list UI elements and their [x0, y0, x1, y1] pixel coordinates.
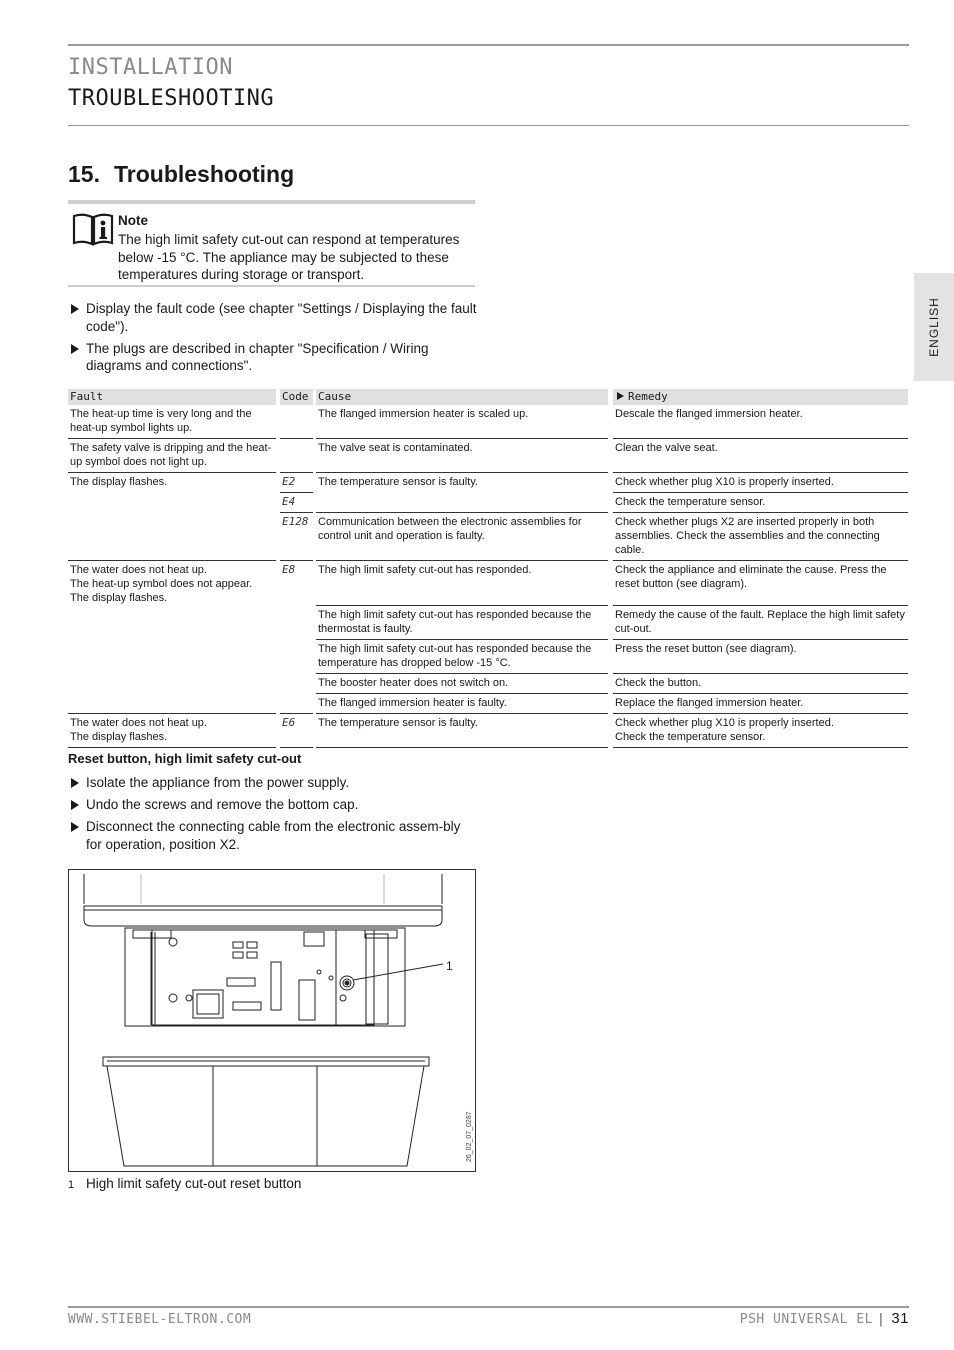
note-text: The high limit safety cut-out can respond at temperatures below -15 °C. The appliance may be subjected to these temperatures during storage or transport. [118, 232, 460, 282]
product-name: PSH UNIVERSAL EL [739, 1312, 873, 1327]
chapter-title: Troubleshooting [114, 161, 295, 187]
footer-separator: | [876, 1312, 886, 1327]
col-header-code: Code [280, 389, 313, 405]
callout-1: 1 [446, 959, 453, 973]
reset-button-figure [68, 869, 476, 1172]
table-row: E128 Communication between the electronic assemblies for control unit and operation is faulty. Check whether plugs X2 are inserted properly in both assemblies. Check the assemblies and the connecting cable. [68, 513, 908, 561]
figure-caption [68, 1176, 301, 1191]
footer-rule [68, 1306, 909, 1308]
table-row: The flanged immersion heater is faulty. Replace the flanged immersion heater. [68, 694, 908, 714]
col-header-cause: Cause [316, 389, 608, 405]
table-row: The high limit safety cut-out has responded because the thermostat is faulty. Remedy the cause of the fault. Replace the high limit safety cut-out. [68, 606, 908, 640]
footer-product [740, 1310, 909, 1327]
table-row: The heat-up time is very long and the heat-up symbol lights up. The flanged immersion heater is scaled up. Descale the flanged immersion heater. [68, 405, 908, 439]
table-row: The display flashes. E2 The temperature sensor is faulty. Check whether plug X10 is properly inserted. [68, 473, 908, 493]
chapter-heading [68, 161, 294, 188]
step-item: Disconnect the connecting cable from the electronic assem-bly for operation, position X2. [68, 818, 478, 853]
table-header-row [68, 389, 908, 405]
table-row: The booster heater does not switch on. Check the button. [68, 674, 908, 694]
col-header-remedy: Remedy [613, 389, 908, 405]
drawing-id: 26_02_07_0287 [466, 1111, 473, 1162]
reset-steps [68, 774, 478, 858]
footer-website: WWW.STIEBEL-ELTRON.COM [68, 1312, 252, 1327]
step-item: The plugs are described in chapter "Specification / Wiring diagrams and connections". [68, 340, 478, 375]
intro-steps [68, 300, 478, 379]
info-book-icon [72, 212, 114, 246]
table-row: The water does not heat up. The display flashes. E6 The temperature sensor is faulty. Check whether plug X10 is properly inserted. Check the temperature sensor. [68, 714, 908, 748]
language-tab-label: ENGLISH [927, 297, 941, 357]
caption-text: High limit safety cut-out reset button [86, 1176, 302, 1191]
header-section: INSTALLATION [68, 55, 233, 80]
table-row: The water does not heat up. The heat-up symbol does not appear. The display flashes. E8 The high limit safety cut-out has responded. Check the appliance and eliminate the cause. Press the reset button (see diagram). [68, 561, 908, 606]
reset-section-title: Reset button, high limit safety cut-out [68, 751, 302, 766]
header-title: TROUBLESHOOTING [68, 86, 275, 111]
header-top-rule [68, 44, 909, 46]
step-item: Undo the screws and remove the bottom cap. [68, 796, 478, 814]
table-row: E4 Check the temperature sensor. [68, 493, 908, 513]
step-item: Isolate the appliance from the power supply. [68, 774, 478, 792]
table-row: The safety valve is dripping and the heat-up symbol does not light up. The valve seat is contaminated. Clean the valve seat. [68, 439, 908, 473]
caption-number: 1 [68, 1179, 75, 1191]
arrow-icon [617, 392, 624, 400]
chapter-number: 15. [68, 161, 100, 187]
troubleshooting-table [68, 389, 908, 748]
header-bottom-rule [68, 125, 909, 126]
step-item: Display the fault code (see chapter "Settings / Displaying the fault code"). [68, 300, 478, 335]
language-tab [914, 273, 954, 381]
appliance-drawing [69, 870, 475, 1171]
note-title: Note [118, 213, 148, 228]
col-header-fault: Fault [68, 389, 276, 405]
note-box [68, 200, 475, 287]
table-row: The high limit safety cut-out has responded because the temperature has dropped below -15 °C. Press the reset button (see diagram). [68, 640, 908, 674]
page-number: 31 [891, 1310, 909, 1327]
